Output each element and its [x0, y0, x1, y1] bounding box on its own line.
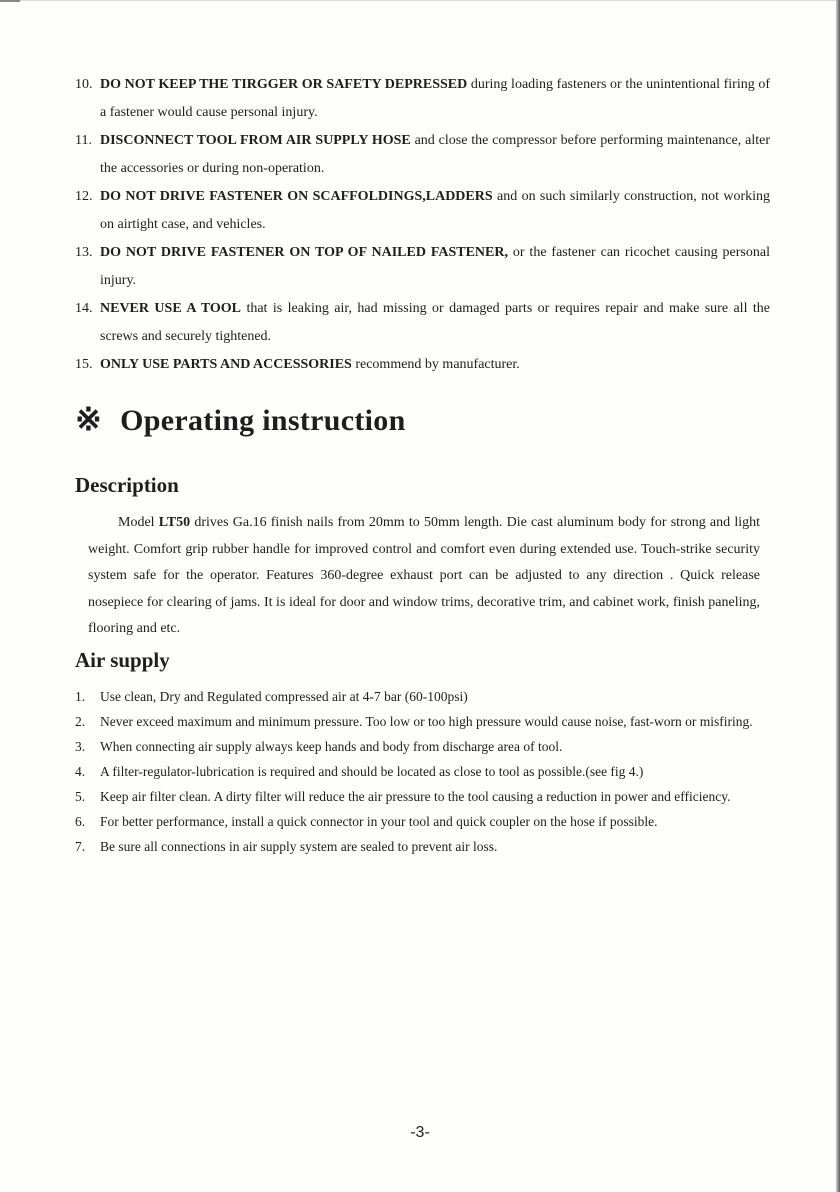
item-text: For better performance, install a quick connector in your tool and quick coupler on the hose if possible. — [100, 814, 658, 829]
reference-mark-icon: ※ — [75, 401, 103, 437]
model-name: LT50 — [158, 515, 191, 530]
description-body: drives Ga.16 finish nails from 20mm to 50mm length. Die cast aluminum body for strong and light weight. Comfort grip rubber handle for improved control and comfort even during extended use. Touch-strike security system safe for the operator. Features 360-degree exhaust port can be adjusted to any direction . Quick release nosepiece for clearing of jams. It is ideal for door and window trims, decorative trim, and cabinet work, finish paneling, flooring and etc. — [88, 515, 760, 636]
rule-emphasis: DO NOT DRIVE FASTENER ON TOP OF NAILED FASTENER, — [100, 245, 508, 260]
rule-text: or the fastener can ricochet causing personal injury. — [100, 245, 770, 288]
rule-emphasis: DISCONNECT TOOL FROM AIR SUPPLY HOSE — [100, 133, 411, 148]
rule-text: during loading fasteners or the unintentional firing of a fastener would cause personal injury. — [100, 77, 770, 120]
item-text: Use clean, Dry and Regulated compressed air at 4-7 bar (60-100psi) — [100, 689, 468, 704]
description-pre: Model — [118, 515, 159, 530]
list-item — [75, 809, 760, 834]
rule-text: and on such similarly construction, not working on airtight case, and vehicles. — [100, 189, 770, 232]
rule-text: that is leaking air, had missing or damaged parts or requires repair and make sure all the screws and securely tightened. — [100, 301, 770, 344]
rule-emphasis: DO NOT KEEP THE TIRGGER OR SAFETY DEPRESSED — [100, 77, 468, 92]
safety-rule-14 — [75, 295, 770, 351]
safety-rule-12 — [75, 183, 770, 239]
air-supply-heading: Air supply — [75, 648, 170, 672]
rule-text: recommend by manufacturer. — [351, 357, 520, 372]
list-item — [75, 684, 760, 709]
item-text: Never exceed maximum and minimum pressure. Too low or too high pressure would cause noise, fast-worn or misfiring. — [100, 714, 753, 729]
item-text: Be sure all connections in air supply system are sealed to prevent air loss. — [100, 839, 498, 854]
list-item — [75, 759, 760, 784]
page-number: -3- — [410, 1124, 430, 1141]
air-supply-list — [75, 684, 760, 859]
description-paragraph — [88, 510, 760, 643]
item-text: A filter-regulator-lubrication is required and should be located as close to tool as possible.(see fig 4.) — [100, 764, 644, 779]
item-number: 5. — [75, 789, 86, 804]
list-item — [75, 709, 760, 734]
item-number: 2. — [75, 714, 86, 729]
item-text: Keep air filter clean. A dirty filter will reduce the air pressure to the tool causing a reduction in power and efficiency. — [100, 789, 731, 804]
list-item — [75, 834, 760, 859]
rule-emphasis: DO NOT DRIVE FASTENER ON SCAFFOLDINGS,LADDERS — [100, 189, 493, 204]
list-item — [75, 784, 760, 809]
rule-number: 10. — [75, 77, 93, 92]
item-text: When connecting air supply always keep hands and body from discharge area of tool. — [100, 739, 563, 754]
rule-number: 14. — [75, 301, 93, 316]
rule-emphasis: ONLY USE PARTS AND ACCESSORIES — [100, 357, 352, 372]
safety-rule-10 — [75, 71, 770, 127]
safety-rule-11 — [75, 127, 770, 183]
rule-number: 13. — [75, 245, 93, 260]
section-title — [75, 400, 406, 438]
safety-rule-15 — [75, 351, 770, 379]
safety-rule-13 — [75, 239, 770, 295]
description-heading: Description — [75, 473, 179, 497]
section-title-text: Operating instruction — [120, 404, 406, 437]
rule-number: 15. — [75, 357, 93, 372]
rule-number: 11. — [75, 133, 92, 148]
item-number: 4. — [75, 764, 86, 779]
item-number: 6. — [75, 814, 86, 829]
list-item — [75, 734, 760, 759]
item-number: 1. — [75, 689, 86, 704]
rule-text: and close the compressor before performing maintenance, alter the accessories or during non-operation. — [100, 133, 770, 176]
rule-emphasis: NEVER USE A TOOL — [100, 301, 242, 316]
item-number: 3. — [75, 739, 86, 754]
item-number: 7. — [75, 839, 86, 854]
rule-number: 12. — [75, 189, 93, 204]
safety-rules-list — [75, 71, 770, 379]
